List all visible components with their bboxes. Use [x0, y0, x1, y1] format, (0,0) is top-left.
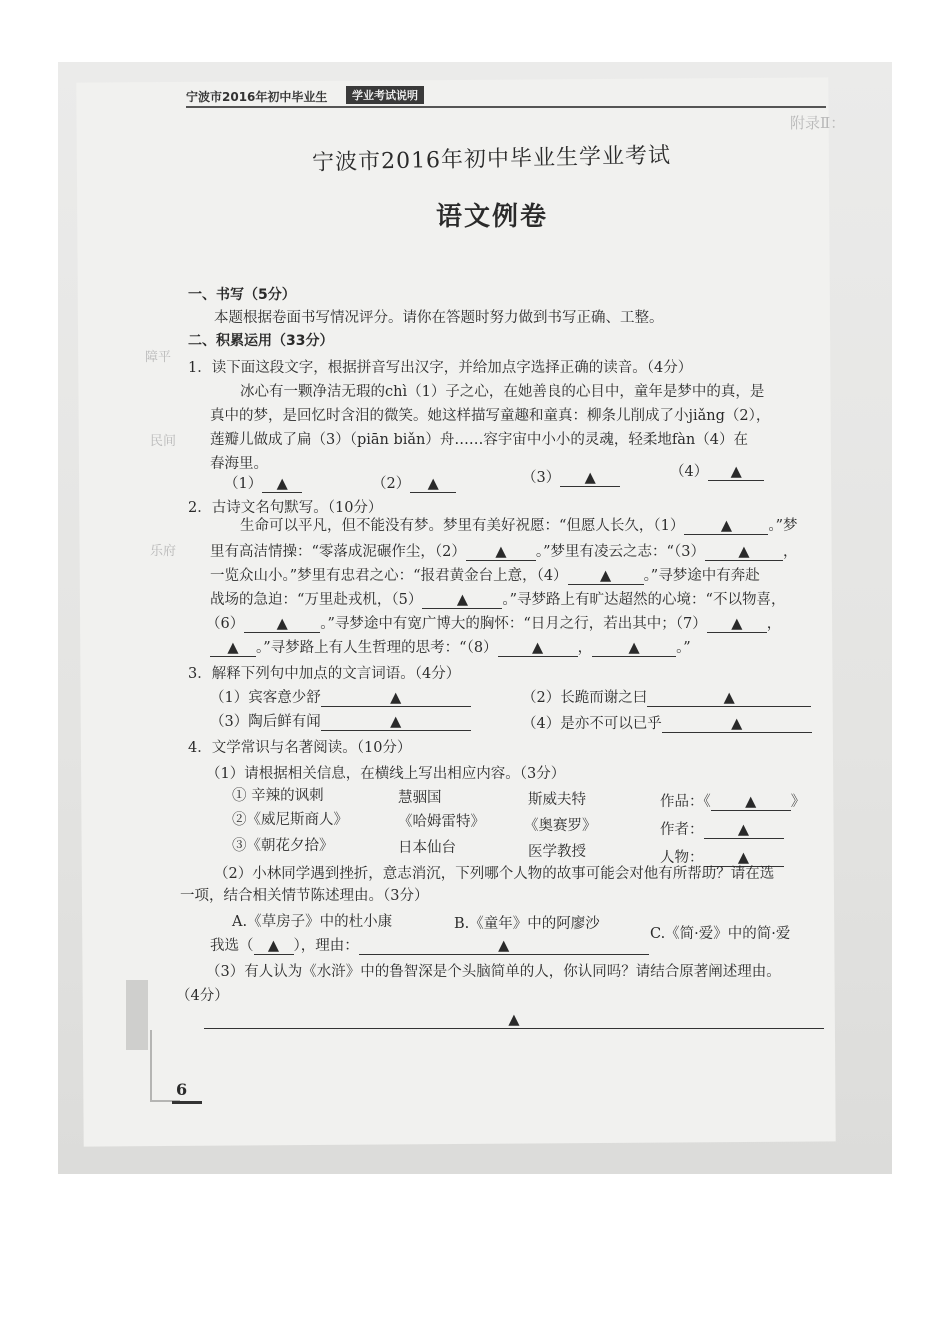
bleed-through-text: 乐府 — [150, 544, 177, 559]
header-divider — [186, 106, 826, 108]
option-a[interactable]: A.《草房子》中的杜小康 — [232, 914, 393, 930]
poem-line: （6） ▲ 。”寻梦途中有宽广博大的胸怀：“日月之行，若出其中；（7） ▲ ， — [206, 616, 782, 632]
triangle-icon[interactable]: ▲ — [210, 640, 256, 657]
answer-blank[interactable]: （3） ▲ — [522, 466, 620, 487]
triangle-icon[interactable]: ▲ — [466, 544, 536, 561]
section-heading: 二、积累运用（33分） — [188, 333, 334, 349]
passage-line: 莲瓣儿做成了扁（3）（piān biǎn）舟……容宇宙中小小的灵魂，轻柔地fàn（4）在 — [210, 432, 748, 448]
answer-line[interactable] — [204, 1012, 824, 1029]
answer-blank[interactable]: 作品：《 ▲ 》 — [660, 794, 806, 810]
answer-blank[interactable]: 人物： ▲ — [660, 846, 784, 867]
table-cell: ③《朝花夕拾》 — [232, 838, 334, 854]
triangle-icon[interactable]: ▲ — [422, 592, 502, 609]
exam-title: 宁波市2016年初中毕业生学业考试 — [311, 143, 672, 176]
passage-line: 真中的梦，是回忆时含泪的微笑。她这样描写童趣和童真：柳条儿削成了小jiǎng（2）， — [210, 408, 771, 424]
answer-blank[interactable]: （1） ▲ — [224, 472, 302, 493]
bleed-through-text: 附录Ⅱ： — [790, 114, 846, 132]
question-stem: 3．解释下列句中加点的文言词语。（4分） — [188, 666, 461, 682]
question-item: （4）是亦不可以已乎 ▲ — [522, 712, 812, 733]
table-cell: ① 辛辣的讽刺 — [232, 788, 324, 804]
triangle-icon[interactable]: ▲ — [684, 518, 768, 535]
passage-line: 春海里。 — [210, 456, 268, 472]
question-item: （2）长跪而谢之曰 ▲ — [522, 686, 811, 707]
poem-line: 一览众山小。”梦里有忠君之心：“报君黄金台上意，（4） ▲ 。”寻梦途中有奔赴 — [210, 568, 760, 584]
bleed-through-text: 民间 — [150, 434, 177, 449]
poem-line: ▲ 。”寻梦路上有人生哲理的思考：“（8） ▲ ， ▲ 。” — [210, 636, 691, 657]
table-cell: 日本仙台 — [398, 840, 456, 856]
triangle-icon: ▲ — [708, 464, 764, 481]
page-number-underline — [172, 1101, 202, 1104]
triangle-icon[interactable]: ▲ — [705, 544, 783, 561]
table-cell: 《奥赛罗》 — [524, 818, 597, 834]
sub-question: 一项，结合相关情节陈述理由。（3分） — [180, 888, 429, 904]
poem-line: 生命可以平凡，但不能没有梦。梦里有美好祝愿：“但愿人长久，（1） ▲ 。”梦 — [240, 518, 798, 534]
option-c[interactable]: C.《简·爱》中的简·爱 — [650, 926, 791, 942]
question-stem: 2．古诗文名句默写。（10分） — [188, 500, 383, 516]
answer-blank[interactable]: （2） ▲ — [372, 472, 456, 493]
triangle-icon: ▲ — [704, 822, 784, 839]
poem-line: 战场的急迫：“万里赴戎机，（5） ▲ 。”寻梦路上有旷达超然的心境：“不以物喜， — [210, 592, 786, 608]
sub-question: （3）有人认为《水浒》中的鲁智深是个头脑简单的人，你认同吗？请结合原著阐述理由。 — [206, 964, 781, 980]
poem-line: 里有高洁情操：“零落成泥碾作尘，（2） ▲ 。”梦里有凌云之志：“（3） ▲ ， — [210, 544, 798, 560]
sub-question: （1）请根据相关信息，在横线上写出相应内容。（3分） — [206, 766, 566, 782]
triangle-icon[interactable]: ▲ — [662, 716, 812, 733]
triangle-icon[interactable]: ▲ — [254, 938, 294, 955]
table-cell: 斯威夫特 — [528, 792, 586, 808]
passage-line: 冰心有一颗净洁无瑕的chì（1）子之心，在她善良的心目中，童年是梦中的真，是 — [240, 384, 765, 400]
page-edge-tab — [126, 980, 148, 1050]
triangle-icon: ▲ — [262, 476, 302, 493]
triangle-icon[interactable]: ▲ — [244, 616, 320, 633]
triangle-icon[interactable]: ▲ — [321, 714, 471, 731]
question-stem: 4．文学常识与名著阅读。（10分） — [188, 740, 412, 756]
triangle-icon[interactable]: ▲ — [498, 640, 578, 657]
book-title: 宁波市2016年初中毕业生 — [186, 90, 328, 104]
option-b[interactable]: B.《童年》中的阿廖沙 — [454, 916, 600, 932]
table-cell: 慧骃国 — [398, 790, 442, 806]
table-cell: 《哈姆雷特》 — [398, 814, 485, 830]
answer-blank[interactable]: （4） ▲ — [670, 460, 764, 481]
triangle-icon[interactable]: ▲ — [321, 690, 471, 707]
bleed-through-text: 障平 — [145, 350, 172, 365]
triangle-icon[interactable]: ▲ — [592, 640, 676, 657]
triangle-icon[interactable]: ▲ — [707, 616, 767, 633]
section-text: 本题根据卷面书写情况评分。请你在答题时努力做到书写正确、工整。 — [214, 310, 664, 326]
page-number: 6 — [176, 1080, 188, 1099]
section-heading: 一、书写（5分） — [188, 287, 296, 303]
triangle-icon[interactable]: ▲ — [359, 938, 649, 955]
triangle-icon[interactable]: ▲ — [568, 568, 644, 585]
table-cell: ②《威尼斯商人》 — [232, 812, 348, 828]
triangle-icon[interactable]: ▲ — [647, 690, 811, 707]
question-stem: 1．读下面这段文字，根据拼音写出汉字，并给加点字选择正确的读音。（4分） — [188, 360, 693, 376]
choice-line: 我选（ ▲ ），理由： ▲ — [210, 934, 649, 955]
question-item: （3）陶后鲜有闻 ▲ — [210, 710, 471, 731]
triangle-icon: ▲ — [711, 794, 791, 811]
page-fold-line — [150, 1030, 152, 1100]
sub-question: （2）小林同学遇到挫折，意志消沉，下列哪个人物的故事可能会对他有所帮助？请在选 — [214, 866, 775, 882]
triangle-icon: ▲ — [560, 470, 620, 487]
table-cell: 医学教授 — [528, 844, 586, 860]
book-tag: 学业考试说明 — [346, 86, 424, 104]
triangle-icon: ▲ — [204, 1012, 824, 1029]
triangle-icon: ▲ — [704, 850, 784, 867]
question-item: （1）宾客意少舒 ▲ — [210, 686, 471, 707]
exam-subtitle: 语文例卷 — [436, 202, 549, 232]
triangle-icon: ▲ — [410, 476, 456, 493]
sub-question: （4分） — [176, 988, 229, 1004]
answer-blank[interactable]: 作者： ▲ — [660, 818, 784, 839]
